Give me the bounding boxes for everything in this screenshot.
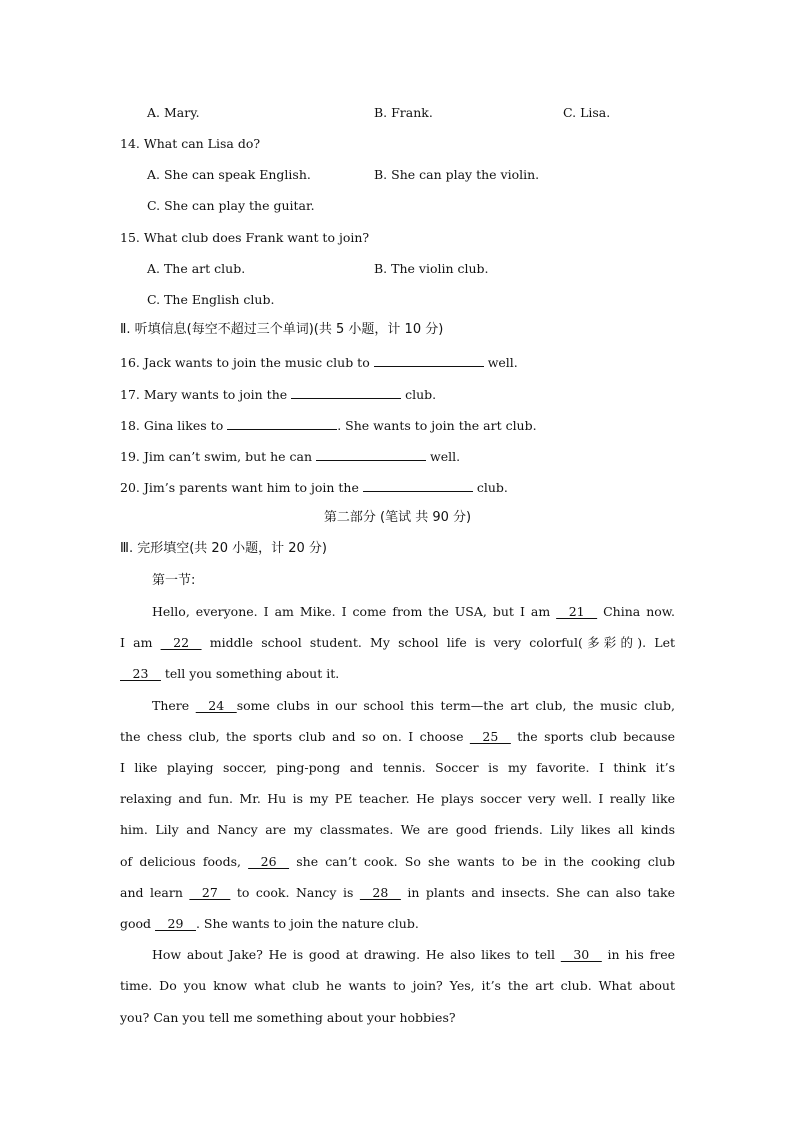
passage-p2-line4: relaxing and fun. Mr. Hu is my PE teacher. He plays soccer very well. I really like	[120, 791, 675, 806]
q15-stem: 15. What club does Frank want to join?	[120, 230, 370, 245]
q15-option-a[interactable]: A. The art club.	[147, 261, 246, 276]
section-2-title: Ⅱ. 听填信息(每空不超过三个单词)(共 5 小题，计 10 分)	[120, 322, 444, 337]
passage-p2-line7	[120, 885, 675, 901]
passage-text: . She wants to join the nature club.	[195, 916, 419, 931]
q14-option-c[interactable]: C. She can play the guitar.	[147, 198, 315, 213]
cloze-blank-23[interactable]: __23__	[120, 666, 161, 681]
cloze-blank-29[interactable]: __29__	[155, 916, 196, 931]
q16	[120, 354, 675, 371]
q20-text-after: club.	[476, 480, 508, 495]
cloze-blank-27[interactable]: __27__	[189, 885, 231, 900]
passage-p2-line2	[120, 729, 675, 745]
cloze-blank-28[interactable]: __28__	[359, 885, 401, 900]
passage-p2-line6	[120, 854, 675, 870]
q14-stem: 14. What can Lisa do?	[120, 136, 261, 151]
passage-text: in his free	[607, 947, 675, 962]
passage-text: some clubs in our school this term—the art club, the music club,	[236, 698, 675, 713]
passage-p1-line1	[152, 604, 675, 620]
q17-text-after: club.	[405, 387, 437, 402]
cloze-blank-26[interactable]: __26__	[248, 854, 290, 869]
q15-option-c[interactable]: C. The English club.	[147, 292, 275, 307]
passage-p1-line2	[120, 635, 675, 651]
passage-p3-line3: you? Can you tell me something about your hobbies?	[120, 1010, 456, 1025]
passage-text: of delicious foods,	[120, 854, 241, 869]
passage-text: good	[120, 916, 152, 931]
q16-text-after: well.	[487, 355, 518, 370]
q19	[120, 448, 675, 465]
q19-text-after: well.	[430, 449, 461, 464]
passage-p1-line3	[120, 666, 675, 682]
q13-option-a[interactable]: A. Mary.	[147, 105, 200, 120]
q20-answer-blank[interactable]	[363, 479, 473, 492]
cloze-blank-21[interactable]: __21__	[556, 604, 598, 619]
passage-p2-line3: I like playing soccer, ping-pong and tennis. Soccer is my favorite. I think it’s	[120, 760, 675, 775]
passage-text: I am	[120, 635, 153, 650]
q16-text-before: 16. Jack wants to join the music club to	[120, 355, 370, 370]
passage-text: middle school student. My school life is very colorful(多彩的). Let	[209, 635, 675, 650]
passage-p3-line2: time. Do you know what club he wants to join? Yes, it’s the art club. What about	[120, 978, 675, 993]
q18-answer-blank[interactable]	[227, 417, 337, 430]
passage-text: in plants and insects. She can also take	[407, 885, 675, 900]
q19-text-before: 19. Jim can’t swim, but he can	[120, 449, 313, 464]
q14-option-b[interactable]: B. She can play the violin.	[374, 167, 540, 182]
q19-answer-blank[interactable]	[316, 448, 426, 461]
q20	[120, 479, 675, 496]
q13-option-c[interactable]: C. Lisa.	[563, 105, 611, 120]
passage-text: How about Jake? He is good at drawing. He also likes to tell	[152, 947, 556, 962]
passage-text: the chess club, the sports club and so on. I choose	[120, 729, 464, 744]
cloze-blank-24[interactable]: __24__	[195, 698, 237, 713]
section-3-title: Ⅲ. 完形填空(共 20 小题，计 20 分)	[120, 541, 327, 556]
passage-p3-line1	[152, 947, 675, 963]
q18	[120, 417, 675, 434]
passage-text: she can’t cook. So she wants to be in the cooking club	[296, 854, 675, 869]
passage-text: tell you something about it.	[164, 666, 340, 681]
q18-text-after: . She wants to join the art club.	[337, 418, 537, 433]
passage-p2-line1	[152, 698, 675, 714]
q20-text-before: 20. Jim’s parents want him to join the	[120, 480, 359, 495]
cloze-blank-30[interactable]: __30__	[560, 947, 602, 962]
q16-answer-blank[interactable]	[374, 354, 484, 367]
q14-option-a[interactable]: A. She can speak English.	[147, 167, 311, 182]
passage-text: and learn	[120, 885, 183, 900]
q17-text-before: 17. Mary wants to join the	[120, 387, 288, 402]
q18-text-before: 18. Gina likes to	[120, 418, 224, 433]
passage-p2-line8	[120, 916, 675, 932]
passage-text: to cook. Nancy is	[236, 885, 354, 900]
q13-option-b[interactable]: B. Frank.	[374, 105, 433, 120]
cloze-blank-25[interactable]: __25__	[469, 729, 511, 744]
passage-p2-line5: him. Lily and Nancy are my classmates. We are good friends. Lily likes all kinds	[120, 822, 675, 837]
q17	[120, 386, 675, 403]
passage-text: China now.	[603, 604, 675, 619]
cloze-blank-22[interactable]: __22__	[160, 635, 202, 650]
passage-text: Hello, everyone. I am Mike. I come from the USA, but I am	[152, 604, 551, 619]
q15-option-b[interactable]: B. The violin club.	[374, 261, 489, 276]
part-2-title: 第二部分 (笔试 共 90 分)	[323, 510, 472, 525]
section-3-subsection: 第一节:	[152, 573, 196, 588]
passage-text: the sports club because	[517, 729, 675, 744]
q17-answer-blank[interactable]	[291, 386, 401, 399]
passage-text: There	[152, 698, 190, 713]
